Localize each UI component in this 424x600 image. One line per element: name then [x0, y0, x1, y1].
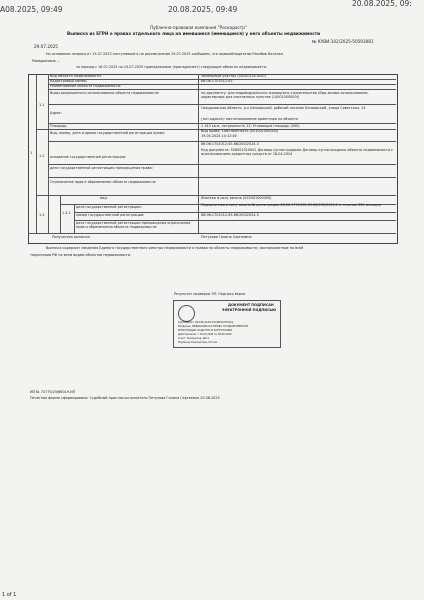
signature-check: Результат проверки ЭП: Подпись верна	[174, 292, 246, 296]
stamp-title2: ЭЛЕКТРОННОЙ ПОДПИСЬЮ	[222, 308, 277, 312]
intro-line2: Рамадановна ...	[32, 59, 61, 63]
stamp-line1: Сертификат: 00cbf4c3e33c2da36fa3d7f2e01	[178, 321, 234, 324]
label-restr-basis: номер государственной регистрации:	[76, 213, 145, 217]
header-center: 20.08.2025, 09:49	[168, 5, 238, 14]
label-kind: Вид объекта недвижимости:	[50, 74, 102, 78]
label-cadnum: Кадастровый номер:	[50, 79, 88, 83]
stamp-line2: Владелец: ФЕДЕРАЛЬНАЯ СЛУЖБА ГОСУДАРСТВЕННОЙ	[178, 325, 248, 328]
label-recipient: Получатель выписки:	[52, 235, 91, 239]
org-name: Публично-правовая компания "Роскадастр"	[150, 25, 247, 30]
e-signature-stamp	[173, 300, 281, 348]
label-address: Адрес:	[50, 111, 62, 115]
label-name: Наименование объекта недвижимости:	[50, 84, 122, 88]
sub-row-1-1: 1.1	[39, 103, 45, 107]
document-number: № КУВИ-102/2025-50593081	[312, 39, 374, 44]
label-basis: основание государственной регистрации:	[50, 155, 127, 159]
document-title: Выписка из ЕГРН о правах отдельного лица на имевшиеся (имеющиеся) у него объекты недвижимости	[67, 31, 321, 36]
sub-row-1-3-1: 1.3.1	[62, 211, 71, 215]
label-permitted: Виды разрешенного использования объекта недвижимости:	[50, 91, 160, 95]
value-restr-num: 66:06:1701012:45-66/200/2024-5	[201, 213, 259, 217]
stamp-line5: Агент: Компьютер, Дата	[178, 337, 209, 340]
value-restr-date: Подписанная в силу закона № регистрации 66:06:1701012:45-66/200/2024-2 в течение 360 месяцев	[201, 203, 381, 207]
label-restriction: Ограничение прав и обременение объекта недвижимости:	[50, 180, 157, 184]
value-cadnum: 66:06:1701012:45	[201, 79, 233, 83]
emblem-icon	[178, 305, 195, 322]
intro-line3: за период с 16.07.2025 по 15.07.2025 принадлежали (принадлежат) следующие объекты недвижимости:	[76, 65, 267, 69]
header-right: 20.08.2025, 09:	[352, 0, 412, 8]
ip-number: ИП № 74779/25/66019-ИП	[30, 390, 76, 394]
page-number: 1 of 1	[2, 592, 17, 598]
document-date: 29.07.2025	[34, 44, 58, 49]
stamp-line3: РЕГИСТРАЦИИ, КАДАСТРА И КАРТОГРАФИИ	[178, 329, 232, 332]
value-right-date: 19.04.2024 14:12:46	[201, 134, 237, 138]
value-address-note: (тип адреса): местоположение ориентира на объекте	[201, 117, 299, 121]
value-area: 1 143 кв.м, погрешность 12; Угловащая площадь (000)	[201, 124, 300, 128]
value-restr-kind: Ипотека в силу закона (022001000000)	[201, 196, 272, 200]
value-kind: Земельный участок (002001001000)	[201, 74, 266, 78]
label-right-kind: Вид, номер, дата и время государственной регистрации права:	[50, 131, 165, 135]
sub-row-1-3: 1.3	[39, 213, 45, 217]
footer-line2: территории РФ по всем видам объектов недвижимости.	[30, 253, 132, 257]
value-recipient: Петухова Галина Сергеевна	[201, 235, 252, 239]
value-permitted: по документу: для индивидуального жилищного строительства (Вид жилых использования, характерные для населенных пунктов (14001000000))	[201, 91, 369, 100]
label-area: Площадь:	[50, 124, 68, 128]
row-number: 1	[30, 151, 33, 155]
header-left: А08.2025, 09:49	[0, 5, 63, 14]
label-termination: дата государственной регистрации прекращения права:	[50, 166, 153, 170]
label-restr-kind: вид:	[100, 196, 108, 200]
stamp-title1: ДОКУМЕНТ ПОДПИСАН	[228, 303, 274, 307]
stamp-line6: Подписан Компьютера, Россия	[178, 341, 217, 344]
label-restr-date: дата государственной регистрации:	[76, 205, 142, 209]
value-address: Свердловская область, р-н Белоярский, рабочий поселок Белоярский, улица Советская, 14	[201, 106, 366, 110]
intro-line1: На основании запроса от 15.07.2025 поступившего на рассмотрение 29.07.2025 сообщаем, что правообладателю Рахибов Ваталья	[46, 52, 283, 56]
ip-printed-by: Печатная форма сформирована: Судебный пристав-исполнитель Петухова Галина Сергеевна 20.08.2025	[30, 396, 220, 400]
value-basis: Код документа: 558001010001 Договор купли-продажи Договор купли-продажи объекта недвижимости с использованием кредитных средств от 18.04.2024	[201, 148, 393, 157]
value-right-kind: Вид права: Собственность (001001000000)	[201, 129, 279, 133]
footer-line1: Выписка содержит сведения Единого государственного реестра недвижимости о правах на объекты недвижимости, расположенные на всей	[46, 246, 304, 250]
value-right-num: 66:06:1701012:45-66/200/2024-3	[201, 142, 259, 146]
label-restr-end: дата государственной регистрации прекращения ограничения прав и обременения объекта недвижимости:	[76, 221, 191, 229]
stamp-line4: Действителен: с 16.05.2025 по 09.08.2026	[178, 333, 232, 336]
sub-row-1-2: 1.2	[39, 154, 45, 158]
